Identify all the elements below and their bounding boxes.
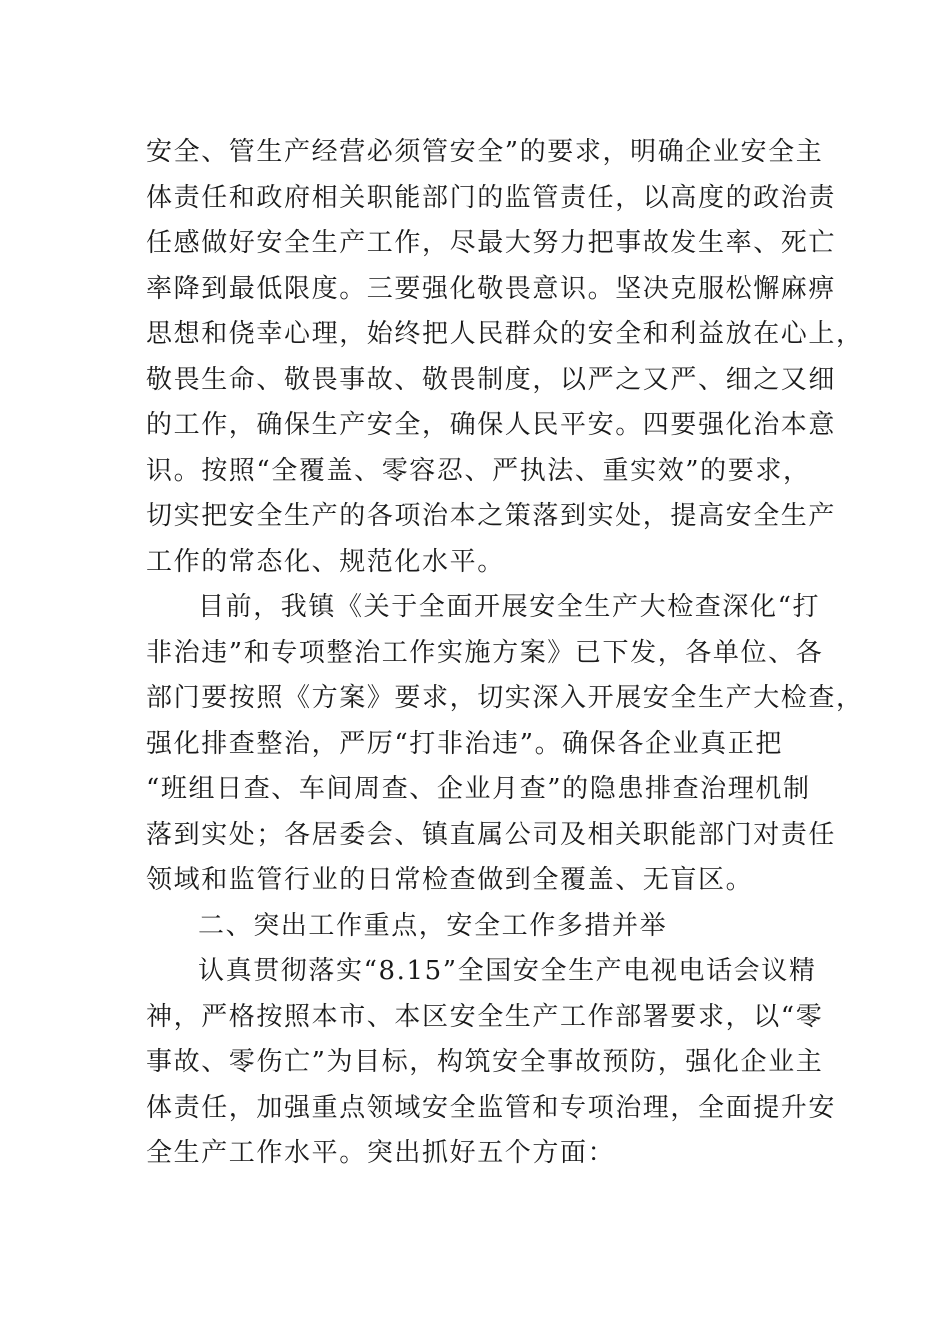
- text-line: 识。按照“全覆盖、零容忍、严执法、重实效”的要求，: [146, 455, 811, 486]
- text-line: 思想和侥幸心理，始终把人民群众的安全和利益放在心上，: [146, 319, 864, 349]
- text-line: 的工作，确保生产安全，确保人民平安。四要强化治本意: [146, 410, 837, 440]
- text-line: 神，严格按照本市、本区安全生产工作部署要求，以“零: [146, 1001, 824, 1032]
- text-line: 非治违”和专项整治工作实施方案》已下发，各单位、各: [146, 637, 824, 668]
- document-body: [146, 130, 864, 1177]
- text-line: 任感做好安全生产工作，尽最大努力把事故发生率、死亡: [146, 228, 837, 258]
- paragraph-start-line: 目前，我镇《关于全面开展安全生产大检查深化“打: [198, 592, 821, 622]
- text-line: 事故、零伤亡”为目标，构筑安全事故预防，强化企业主: [146, 1047, 824, 1077]
- text-line: “班组日查、车间周查、企业月查”的隐患排查治理机制: [146, 774, 811, 804]
- text-line: 敬畏生命、敬畏事故、敬畏制度，以严之又严、细之又细: [146, 364, 837, 395]
- text-line: 全生产工作水平。突出抓好五个方面：: [146, 1138, 616, 1168]
- text-line: 体责任和政府相关职能部门的监管责任，以高度的政治责: [146, 182, 837, 213]
- section-heading: 二、突出工作重点，安全工作多措并举: [198, 910, 668, 941]
- text-line: 部门要按照《方案》要求，切实深入开展安全生产大检查，: [146, 683, 864, 713]
- paragraph-start-line: 认真贯彻落实“8.15”全国安全生产电视电话会议精: [198, 956, 817, 986]
- text-line: 率降到最低限度。三要强化敬畏意识。坚决克服松懈麻痹: [146, 273, 837, 304]
- text-line: 切实把安全生产的各项治本之策落到实处，提高安全生产: [146, 501, 837, 531]
- text-line: 工作的常态化、规范化水平。: [146, 546, 505, 577]
- text-line: 体责任，加强重点领域安全监管和专项治理，全面提升安: [146, 1092, 837, 1123]
- text-line: 强化排查整治，严厉“打非治违”。确保各企业真正把: [146, 728, 783, 759]
- text-line: 领域和监管行业的日常检查做到全覆盖、无盲区。: [146, 865, 754, 895]
- text-line: 落到实处；各居委会、镇直属公司及相关职能部门对责任: [146, 819, 837, 850]
- text-line: 安全、管生产经营必须管安全”的要求，明确企业安全主: [146, 137, 824, 167]
